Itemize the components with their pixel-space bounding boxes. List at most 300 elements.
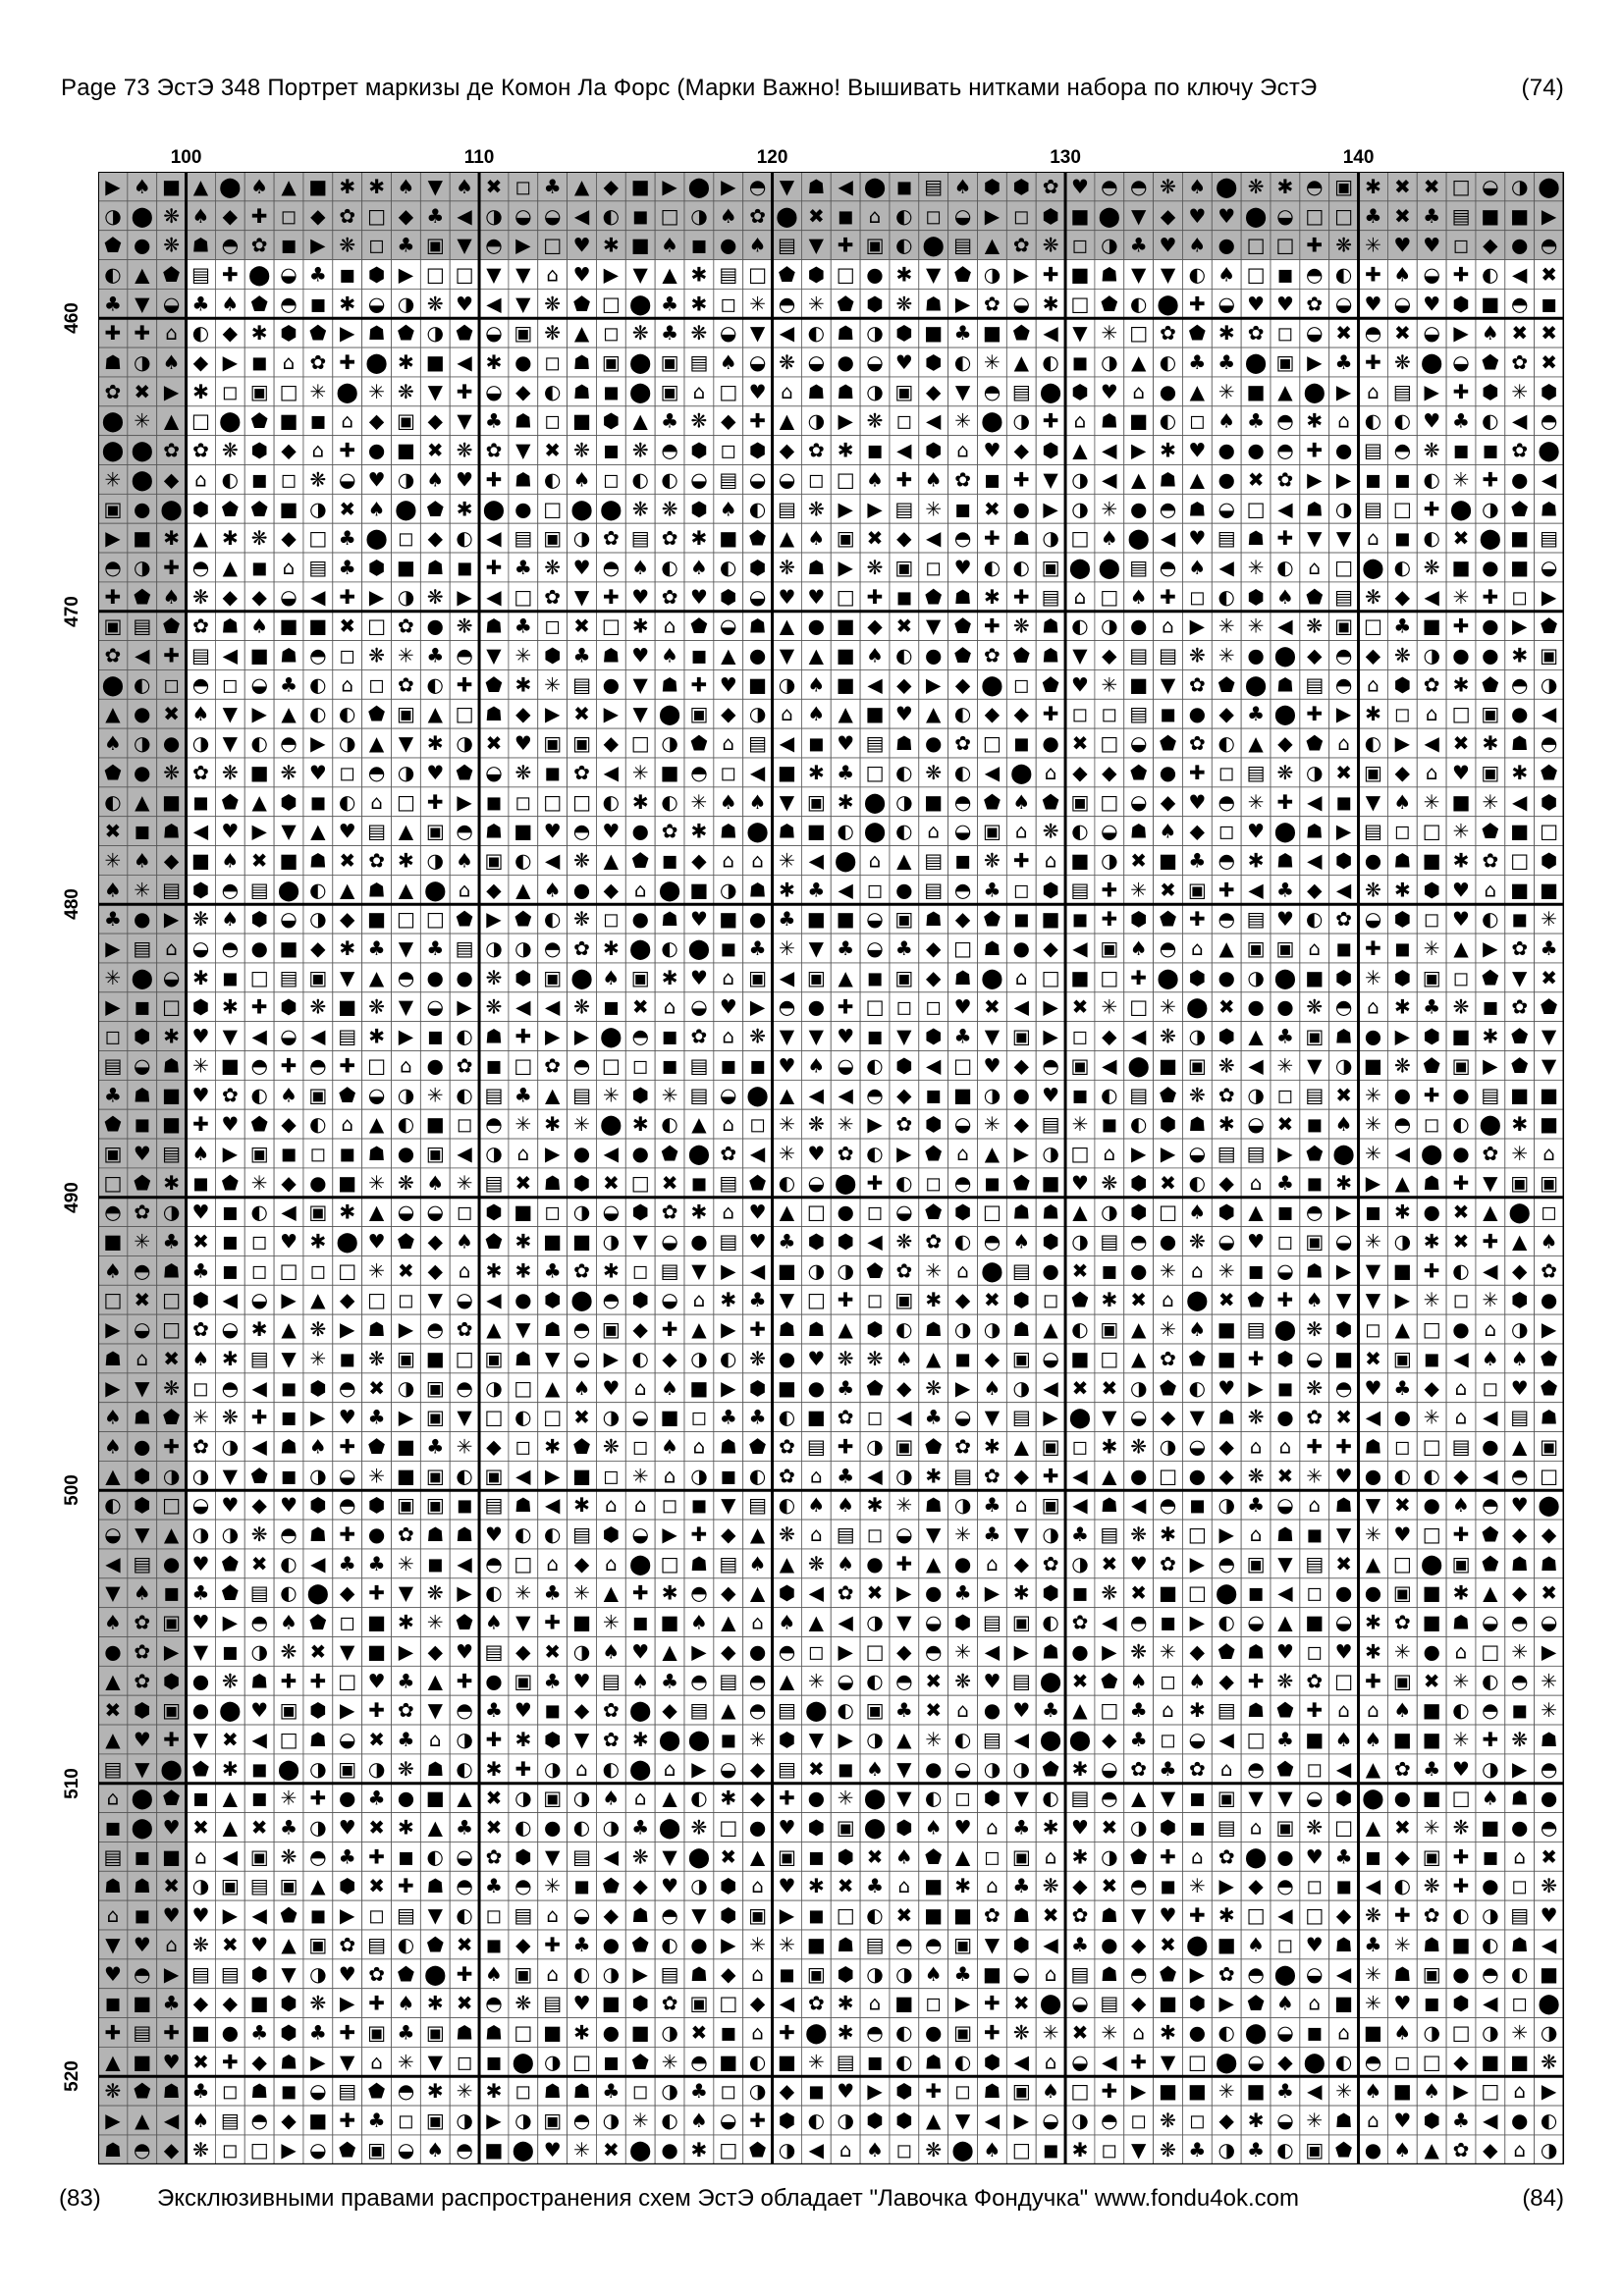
stitch-symbol: ✿ bbox=[163, 439, 180, 462]
stitch-symbol: ◒ bbox=[222, 1317, 239, 1341]
stitch-symbol: ▶ bbox=[164, 907, 180, 931]
stitch-symbol: ◐ bbox=[866, 1142, 883, 1165]
stitch-symbol: ▼ bbox=[105, 1581, 121, 1605]
stitch-symbol: ⌂ bbox=[869, 848, 882, 872]
stitch-symbol: ⬢ bbox=[573, 1171, 590, 1195]
stitch-symbol: ⬟ bbox=[427, 497, 445, 520]
stitch-symbol: ⬢ bbox=[603, 1522, 620, 1546]
stitch-symbol: ◑ bbox=[954, 1493, 971, 1517]
stitch-symbol: ▤ bbox=[572, 1522, 591, 1546]
stitch-symbol: ⬤ bbox=[1274, 966, 1296, 989]
stitch-symbol: ✳ bbox=[1072, 1112, 1089, 1136]
stitch-symbol: ▼ bbox=[135, 292, 150, 315]
stitch-symbol: ◻ bbox=[1102, 702, 1118, 725]
stitch-symbol: ▤ bbox=[1042, 585, 1060, 609]
stitch-symbol: ◆ bbox=[574, 1552, 590, 1575]
stitch-symbol: ⌂ bbox=[751, 1611, 764, 1634]
stitch-symbol: ▶ bbox=[545, 1142, 561, 1165]
stitch-symbol: ⬟ bbox=[104, 234, 122, 257]
stitch-symbol: ✿ bbox=[779, 1464, 795, 1487]
stitch-symbol: ♠ bbox=[397, 175, 414, 198]
stitch-symbol: ✚ bbox=[1306, 439, 1323, 462]
stitch-symbol: ◀ bbox=[604, 761, 620, 784]
stitch-symbol: ▣ bbox=[485, 1347, 504, 1370]
stitch-symbol: ◐ bbox=[514, 848, 531, 872]
stitch-symbol: ♠ bbox=[1482, 321, 1499, 345]
stitch-symbol: ▶ bbox=[1043, 1025, 1058, 1048]
stitch-symbol: ☗ bbox=[221, 614, 239, 638]
stitch-symbol: ◐ bbox=[661, 1112, 677, 1136]
stitch-symbol: □ bbox=[543, 1406, 562, 1429]
stitch-symbol: ◓ bbox=[427, 1317, 444, 1341]
stitch-symbol: ⬤ bbox=[278, 878, 299, 901]
stitch-symbol: ◓ bbox=[1365, 321, 1381, 345]
stitch-symbol: ♠ bbox=[1012, 1230, 1030, 1254]
stitch-symbol: ♥ bbox=[456, 467, 473, 491]
stitch-symbol: ✳ bbox=[779, 1112, 795, 1136]
stitch-symbol: ⬟ bbox=[1482, 966, 1499, 989]
stitch-symbol: ◻ bbox=[339, 644, 355, 667]
stitch-symbol: ♠ bbox=[104, 1611, 122, 1634]
stitch-symbol: ▲ bbox=[1219, 936, 1235, 960]
stitch-symbol: ♠ bbox=[544, 878, 562, 901]
stitch-symbol: ☗ bbox=[544, 1317, 562, 1341]
stitch-symbol: ⬟ bbox=[456, 1611, 473, 1634]
stitch-symbol: ◓ bbox=[954, 878, 971, 901]
stitch-symbol: ❋ bbox=[779, 556, 795, 579]
stitch-symbol: ▶ bbox=[1131, 439, 1147, 462]
stitch-symbol: ♥ bbox=[1365, 292, 1382, 315]
stitch-symbol: ◒ bbox=[163, 966, 180, 989]
stitch-symbol: ⬢ bbox=[1042, 878, 1058, 901]
stitch-symbol: ▶ bbox=[1219, 1522, 1235, 1546]
stitch-symbol: ▶ bbox=[310, 234, 326, 257]
stitch-symbol: ■ bbox=[837, 644, 855, 667]
stitch-symbol: ⬤ bbox=[570, 1288, 592, 1311]
stitch-symbol: ☗ bbox=[544, 1171, 562, 1195]
stitch-symbol: ✱ bbox=[573, 1493, 590, 1517]
stitch-symbol: ♣ bbox=[544, 1258, 562, 1282]
stitch-symbol: ◆ bbox=[1072, 761, 1088, 784]
stitch-symbol: ▣ bbox=[426, 1376, 445, 1400]
column-label-140: 140 bbox=[1343, 147, 1375, 169]
stitch-symbol: ⌂ bbox=[664, 995, 676, 1019]
stitch-symbol: ▶ bbox=[1190, 1611, 1206, 1634]
stitch-symbol: ✱ bbox=[514, 672, 531, 696]
stitch-symbol: ▼ bbox=[926, 262, 942, 286]
stitch-symbol: ⬤ bbox=[1538, 439, 1559, 462]
stitch-symbol: ♥ bbox=[1423, 234, 1440, 257]
stitch-symbol: ♣ bbox=[1541, 936, 1558, 960]
stitch-symbol: ✳ bbox=[1365, 1112, 1381, 1136]
stitch-symbol: ✱ bbox=[222, 1347, 239, 1370]
stitch-symbol: ■ bbox=[397, 556, 415, 579]
stitch-symbol: ♣ bbox=[163, 1230, 181, 1254]
stitch-symbol: ✿ bbox=[339, 204, 355, 228]
stitch-symbol: ◀ bbox=[809, 1581, 825, 1605]
stitch-symbol: ◒ bbox=[1306, 321, 1323, 345]
stitch-symbol: ◼ bbox=[1306, 1522, 1323, 1546]
stitch-symbol: ◐ bbox=[603, 204, 620, 228]
stitch-symbol: ☗ bbox=[1012, 1201, 1030, 1224]
stitch-symbol: ♣ bbox=[954, 321, 972, 345]
stitch-symbol: ▤ bbox=[1510, 1406, 1529, 1429]
stitch-symbol: ✚ bbox=[163, 644, 180, 667]
stitch-symbol: ⬢ bbox=[749, 439, 766, 462]
row-label-510: 510 bbox=[62, 1768, 83, 1799]
stitch-symbol: ✿ bbox=[1189, 731, 1206, 755]
stitch-symbol: ✚ bbox=[339, 1434, 355, 1458]
stitch-symbol: ♠ bbox=[661, 1434, 678, 1458]
stitch-symbol: ◼ bbox=[427, 1552, 444, 1575]
stitch-symbol: ■ bbox=[1042, 1171, 1060, 1195]
stitch-symbol: ■ bbox=[426, 350, 445, 374]
stitch-symbol: ☗ bbox=[1012, 526, 1030, 550]
page-number-right: (74) bbox=[1522, 75, 1564, 102]
stitch-symbol: ◒ bbox=[954, 1406, 971, 1429]
stitch-symbol: ☗ bbox=[1365, 1434, 1382, 1458]
stitch-symbol: ✖ bbox=[1453, 526, 1470, 550]
stitch-symbol: ✿ bbox=[573, 761, 590, 784]
stitch-symbol: ⌂ bbox=[693, 1288, 706, 1311]
stitch-symbol: ■ bbox=[572, 1611, 591, 1634]
stitch-symbol: ◑ bbox=[1071, 1552, 1088, 1575]
stitch-symbol: □ bbox=[162, 1288, 181, 1311]
stitch-symbol: ■ bbox=[866, 702, 885, 725]
stitch-symbol: ◆ bbox=[1102, 644, 1117, 667]
stitch-symbol: ⬤ bbox=[659, 702, 680, 725]
stitch-symbol: ■ bbox=[250, 644, 269, 667]
stitch-symbol: ⌂ bbox=[1074, 409, 1087, 433]
stitch-symbol: ♣ bbox=[544, 175, 562, 198]
stitch-symbol: ⌂ bbox=[1426, 761, 1438, 784]
stitch-symbol: ▤ bbox=[103, 1053, 122, 1077]
stitch-symbol: ◑ bbox=[1042, 1142, 1058, 1165]
stitch-symbol: ◑ bbox=[690, 1464, 707, 1487]
stitch-symbol: ◒ bbox=[134, 1053, 150, 1077]
stitch-symbol: ▤ bbox=[1129, 1083, 1148, 1106]
stitch-symbol: ◐ bbox=[954, 702, 971, 725]
stitch-symbol: ⬤ bbox=[981, 409, 1002, 433]
stitch-symbol: ◐ bbox=[104, 790, 121, 814]
stitch-symbol: ✖ bbox=[1541, 966, 1557, 989]
stitch-symbol: ◒ bbox=[250, 1288, 267, 1311]
stitch-symbol: ◆ bbox=[281, 1171, 297, 1195]
stitch-symbol: ❋ bbox=[1424, 439, 1440, 462]
stitch-symbol: ✚ bbox=[368, 1581, 385, 1605]
stitch-symbol: ■ bbox=[1393, 1258, 1412, 1282]
stitch-symbol: ▶ bbox=[1043, 995, 1058, 1019]
stitch-symbol: ✱ bbox=[1277, 175, 1294, 198]
stitch-symbol: ⌂ bbox=[986, 1552, 999, 1575]
stitch-symbol: ✳ bbox=[427, 1611, 444, 1634]
stitch-symbol: ⬢ bbox=[1276, 1347, 1293, 1370]
stitch-symbol: ⌂ bbox=[927, 820, 940, 843]
stitch-symbol: ● bbox=[1189, 702, 1206, 725]
stitch-symbol: ◆ bbox=[428, 526, 444, 550]
stitch-symbol: ◒ bbox=[427, 995, 444, 1019]
stitch-symbol: ♥ bbox=[602, 1376, 620, 1400]
stitch-symbol: ✳ bbox=[1424, 1406, 1440, 1429]
stitch-symbol: □ bbox=[1247, 262, 1266, 286]
stitch-symbol: ⬟ bbox=[514, 907, 532, 931]
stitch-symbol: ⬢ bbox=[925, 1112, 942, 1136]
stitch-symbol: ⬢ bbox=[1335, 848, 1352, 872]
stitch-symbol: ◆ bbox=[896, 1083, 912, 1106]
stitch-symbol: ▲ bbox=[545, 1083, 561, 1106]
stitch-symbol: ⬟ bbox=[398, 1230, 415, 1254]
stitch-symbol: ⌂ bbox=[956, 1142, 969, 1165]
stitch-symbol: ✿ bbox=[1482, 1142, 1498, 1165]
stitch-symbol: ◀ bbox=[486, 526, 502, 550]
stitch-symbol: ◻ bbox=[1013, 204, 1030, 228]
stitch-symbol: ◻ bbox=[603, 1464, 620, 1487]
stitch-symbol: ◐ bbox=[514, 1522, 531, 1546]
stitch-symbol: ♣ bbox=[1423, 204, 1440, 228]
stitch-symbol: ▤ bbox=[1071, 878, 1090, 901]
stitch-symbol: ◆ bbox=[1014, 1552, 1030, 1575]
stitch-symbol: ■ bbox=[1510, 526, 1529, 550]
stitch-symbol: ◒ bbox=[427, 1201, 444, 1224]
stitch-symbol: ♥ bbox=[1160, 234, 1177, 257]
stitch-symbol: ▼ bbox=[1043, 467, 1058, 491]
stitch-symbol: ● bbox=[866, 1552, 883, 1575]
stitch-symbol: ✿ bbox=[954, 731, 971, 755]
stitch-symbol: □ bbox=[661, 204, 679, 228]
stitch-symbol: ◐ bbox=[104, 1493, 121, 1517]
stitch-symbol: ⌂ bbox=[1308, 1493, 1321, 1517]
stitch-symbol: ♠ bbox=[807, 1053, 825, 1077]
stitch-symbol: ✳ bbox=[779, 936, 795, 960]
stitch-symbol: ⬟ bbox=[1511, 1053, 1529, 1077]
stitch-symbol: ⬢ bbox=[1511, 1288, 1528, 1311]
stitch-symbol: ◼ bbox=[1394, 936, 1411, 960]
stitch-symbol: ▣ bbox=[308, 966, 327, 989]
stitch-symbol: ✿ bbox=[984, 1464, 1001, 1487]
stitch-symbol: ◒ bbox=[895, 1522, 912, 1546]
stitch-symbol: ◆ bbox=[1307, 878, 1323, 901]
stitch-symbol: ⌂ bbox=[312, 439, 325, 462]
stitch-symbol: ▲ bbox=[1131, 1347, 1147, 1370]
stitch-symbol: ✖ bbox=[1277, 1464, 1294, 1487]
stitch-symbol: ◒ bbox=[192, 936, 209, 960]
stitch-symbol: ▼ bbox=[428, 380, 444, 403]
stitch-symbol: ◓ bbox=[192, 672, 209, 696]
stitch-symbol: ⌂ bbox=[869, 204, 882, 228]
stitch-symbol: ▶ bbox=[457, 585, 472, 609]
stitch-symbol: ▣ bbox=[1481, 702, 1499, 725]
stitch-symbol: ◐ bbox=[895, 820, 912, 843]
stitch-symbol: ✱ bbox=[1043, 292, 1059, 315]
stitch-symbol: ▶ bbox=[1542, 204, 1557, 228]
stitch-symbol: ✚ bbox=[1248, 1347, 1265, 1370]
stitch-symbol: □ bbox=[1071, 292, 1090, 315]
stitch-symbol: ◒ bbox=[1394, 292, 1411, 315]
stitch-symbol: ▲ bbox=[1512, 1230, 1528, 1254]
stitch-symbol: ✚ bbox=[749, 1317, 766, 1341]
stitch-symbol: ♥ bbox=[720, 672, 737, 696]
stitch-symbol: ▼ bbox=[399, 995, 414, 1019]
stitch-symbol: ◼ bbox=[838, 204, 854, 228]
stitch-symbol: ▼ bbox=[340, 966, 355, 989]
stitch-symbol: ♠ bbox=[1101, 526, 1118, 550]
stitch-symbol: ◆ bbox=[1219, 1464, 1235, 1487]
stitch-symbol: □ bbox=[426, 262, 445, 286]
stitch-symbol: ◀ bbox=[780, 321, 795, 345]
stitch-symbol: ☗ bbox=[1306, 1258, 1324, 1282]
stitch-symbol: ■ bbox=[1423, 1581, 1441, 1605]
stitch-symbol: ◑ bbox=[427, 321, 444, 345]
stitch-symbol: ⬟ bbox=[1160, 1376, 1177, 1400]
stitch-symbol: ❋ bbox=[310, 467, 327, 491]
stitch-symbol: ✖ bbox=[251, 848, 268, 872]
stitch-symbol: ◑ bbox=[720, 878, 736, 901]
stitch-symbol: ✿ bbox=[895, 1258, 912, 1282]
stitch-symbol: ⬟ bbox=[573, 292, 591, 315]
stitch-symbol: ⬟ bbox=[250, 497, 268, 520]
stitch-symbol: ◆ bbox=[281, 526, 297, 550]
stitch-symbol: ◼ bbox=[310, 409, 327, 433]
stitch-symbol: ☗ bbox=[807, 1317, 825, 1341]
stitch-symbol: ♣ bbox=[1423, 995, 1440, 1019]
stitch-symbol: ♣ bbox=[544, 1581, 562, 1605]
stitch-symbol: ✿ bbox=[1541, 1258, 1557, 1282]
stitch-symbol: ◒ bbox=[720, 321, 736, 345]
stitch-symbol: ✚ bbox=[1482, 467, 1498, 491]
stitch-symbol: ⬤ bbox=[160, 497, 182, 520]
stitch-symbol: ▼ bbox=[1277, 1552, 1293, 1575]
stitch-symbol: ▤ bbox=[1540, 526, 1558, 550]
stitch-symbol: ✖ bbox=[1335, 1083, 1352, 1106]
stitch-symbol: ● bbox=[309, 1171, 326, 1195]
stitch-symbol: ✖ bbox=[427, 439, 444, 462]
stitch-symbol: ◻ bbox=[544, 614, 561, 638]
stitch-symbol: ♥ bbox=[779, 1053, 796, 1077]
stitch-symbol: ▤ bbox=[631, 526, 650, 550]
stitch-symbol: ◑ bbox=[1511, 175, 1528, 198]
stitch-symbol: ♥ bbox=[1247, 1230, 1265, 1254]
stitch-symbol: ✳ bbox=[691, 790, 708, 814]
stitch-symbol: ⌂ bbox=[722, 848, 734, 872]
stitch-symbol: ⬤ bbox=[337, 1230, 358, 1254]
stitch-symbol: ⬢ bbox=[1042, 1230, 1058, 1254]
stitch-symbol: ▼ bbox=[1336, 1522, 1352, 1546]
stitch-symbol: ◀ bbox=[1248, 1053, 1264, 1077]
stitch-symbol: ◒ bbox=[1013, 292, 1030, 315]
stitch-symbol: ▶ bbox=[1336, 380, 1352, 403]
stitch-symbol: ▲ bbox=[750, 1581, 766, 1605]
stitch-symbol: ☗ bbox=[1541, 497, 1558, 520]
stitch-symbol: ◀ bbox=[985, 761, 1001, 784]
stitch-symbol: ◀ bbox=[1072, 1493, 1088, 1517]
stitch-symbol: ⬟ bbox=[163, 1406, 181, 1429]
stitch-symbol: ☗ bbox=[1101, 409, 1118, 433]
stitch-symbol: ▣ bbox=[894, 966, 913, 989]
stitch-symbol: ♥ bbox=[807, 1347, 825, 1370]
stitch-symbol: ◻ bbox=[925, 995, 942, 1019]
stitch-symbol: ▣ bbox=[397, 702, 415, 725]
stitch-symbol: ✳ bbox=[632, 1464, 649, 1487]
stitch-symbol: ⬤ bbox=[600, 1025, 622, 1048]
stitch-symbol: ◒ bbox=[631, 1406, 648, 1429]
stitch-symbol: ◼ bbox=[1335, 790, 1352, 814]
stitch-symbol: ♣ bbox=[661, 292, 678, 315]
stitch-symbol: ◀ bbox=[838, 175, 853, 198]
stitch-symbol: ▣ bbox=[1364, 761, 1382, 784]
stitch-symbol: ⬟ bbox=[104, 1112, 122, 1136]
stitch-symbol: ◒ bbox=[1189, 1434, 1206, 1458]
stitch-symbol: ● bbox=[1130, 1258, 1147, 1282]
stitch-symbol: ✱ bbox=[632, 790, 649, 814]
stitch-symbol: ⬢ bbox=[280, 790, 297, 814]
stitch-symbol: ● bbox=[954, 1552, 971, 1575]
stitch-symbol: ▤ bbox=[1217, 526, 1236, 550]
stitch-symbol: ❋ bbox=[603, 1434, 620, 1458]
stitch-symbol: ◻ bbox=[1277, 321, 1294, 345]
stitch-symbol: ◑ bbox=[1101, 848, 1117, 872]
stitch-symbol: ♣ bbox=[1247, 1493, 1265, 1517]
stitch-symbol: ✚ bbox=[691, 672, 708, 696]
stitch-symbol: ● bbox=[779, 1347, 795, 1370]
stitch-symbol: ◓ bbox=[1335, 995, 1352, 1019]
stitch-symbol: ▼ bbox=[1542, 1025, 1557, 1048]
stitch-symbol: ● bbox=[368, 439, 385, 462]
stitch-symbol: ✳ bbox=[573, 1581, 590, 1605]
stitch-symbol: ◻ bbox=[1072, 1025, 1089, 1048]
stitch-symbol: ▶ bbox=[1043, 497, 1058, 520]
stitch-symbol: ⬤ bbox=[219, 409, 241, 433]
stitch-symbol: ♠ bbox=[134, 848, 151, 872]
stitch-symbol: ♣ bbox=[983, 1522, 1001, 1546]
stitch-symbol: ⬢ bbox=[1130, 1171, 1147, 1195]
stitch-symbol: ▣ bbox=[308, 1083, 327, 1106]
stitch-symbol: ⬢ bbox=[631, 1201, 648, 1224]
stitch-symbol: □ bbox=[1540, 820, 1558, 843]
stitch-symbol: □ bbox=[1393, 1552, 1412, 1575]
stitch-symbol: ✚ bbox=[1306, 234, 1323, 257]
stitch-symbol: ◑ bbox=[222, 1434, 239, 1458]
stitch-symbol: ▣ bbox=[1393, 1347, 1412, 1370]
stitch-symbol: ✚ bbox=[749, 409, 766, 433]
stitch-symbol: ▲ bbox=[809, 1611, 825, 1634]
stitch-symbol: ♠ bbox=[661, 644, 678, 667]
stitch-symbol: ◀ bbox=[1277, 497, 1293, 520]
stitch-symbol: ◻ bbox=[720, 292, 736, 315]
stitch-symbol: ◒ bbox=[720, 614, 736, 638]
stitch-symbol: ⌂ bbox=[341, 409, 353, 433]
stitch-symbol: ▼ bbox=[1366, 790, 1381, 814]
stitch-symbol: ⬢ bbox=[250, 907, 267, 931]
stitch-symbol: ⌂ bbox=[810, 1522, 823, 1546]
stitch-symbol: ◐ bbox=[661, 790, 677, 814]
stitch-symbol: ◼ bbox=[984, 467, 1001, 491]
stitch-symbol: ♥ bbox=[368, 467, 386, 491]
stitch-symbol: ◒ bbox=[1130, 790, 1147, 814]
stitch-symbol: ⌂ bbox=[1485, 878, 1497, 901]
stitch-symbol: ♠ bbox=[690, 1611, 708, 1634]
stitch-symbol: ◑ bbox=[398, 1083, 414, 1106]
stitch-symbol: ✖ bbox=[1130, 1581, 1147, 1605]
stitch-symbol: ⬤ bbox=[1274, 702, 1296, 725]
stitch-symbol: ◀ bbox=[1424, 585, 1439, 609]
stitch-symbol: ✿ bbox=[1160, 1347, 1176, 1370]
stitch-symbol: ● bbox=[720, 234, 736, 257]
stitch-symbol: ✖ bbox=[984, 995, 1001, 1019]
stitch-symbol: ♣ bbox=[192, 292, 210, 315]
stitch-symbol: ● bbox=[163, 731, 180, 755]
stitch-symbol: ◓ bbox=[1101, 175, 1117, 198]
stitch-symbol: ◓ bbox=[250, 1611, 267, 1634]
